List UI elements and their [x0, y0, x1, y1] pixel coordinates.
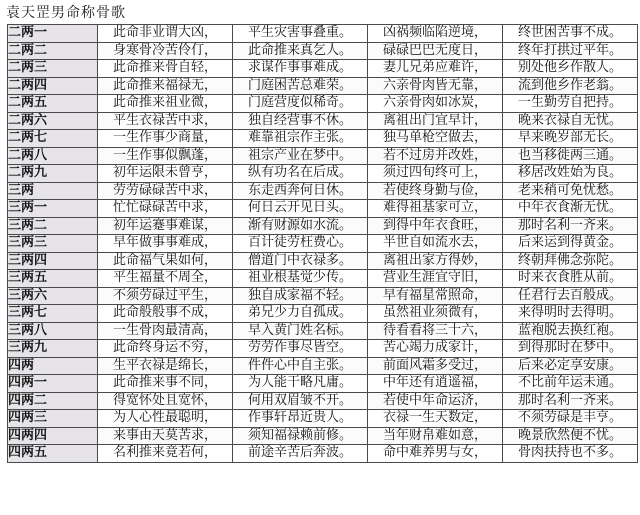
bone-weight-label: 二两五 — [8, 95, 98, 113]
table-row — [8, 357, 638, 375]
table-row — [8, 392, 638, 410]
verse-line: 终朝拜佛念弥陀。 — [503, 252, 638, 270]
verse-line: 别处他乡作散人。 — [503, 60, 638, 78]
bone-weight-label: 二两二 — [8, 42, 98, 60]
verse-line: 门庭困苦总难荣。 — [233, 77, 368, 95]
verse-line: 一生勤劳自把持。 — [503, 95, 638, 113]
verse-line: 妻儿兄弟应难许， — [368, 60, 503, 78]
bone-weight-label: 四两五 — [8, 445, 98, 463]
verse-line: 忙忙碌碌苦中求， — [98, 200, 233, 218]
verse-line: 一生作事似飘蓬， — [98, 147, 233, 165]
verse-line: 一生作事少商量， — [98, 130, 233, 148]
verse-line: 衣禄一生天数定， — [368, 410, 503, 428]
bone-weight-label: 二两四 — [8, 77, 98, 95]
table-row — [8, 445, 638, 463]
table-row — [8, 95, 638, 113]
verse-line: 身寒骨冷苦伶仃， — [98, 42, 233, 60]
table-row — [8, 77, 638, 95]
verse-line: 初年运蹇事难谋， — [98, 217, 233, 235]
verse-line: 名利推来竟若何， — [98, 445, 233, 463]
bone-weight-label: 三两 — [8, 182, 98, 200]
table-row — [8, 410, 638, 428]
verse-line: 晚来衣禄自无忧。 — [503, 112, 638, 130]
verse-line: 何用双眉皱不开。 — [233, 392, 368, 410]
table-row — [8, 182, 638, 200]
verse-line: 那时名利一齐来。 — [503, 392, 638, 410]
verse-line: 若不过房并改姓， — [368, 147, 503, 165]
table-row — [8, 287, 638, 305]
verse-line: 来事由天莫苦求， — [98, 427, 233, 445]
bone-weight-label: 二两八 — [8, 147, 98, 165]
verse-line: 晚景欣然便不忧。 — [503, 427, 638, 445]
verse-line: 骨肉扶持也不多。 — [503, 445, 638, 463]
bone-weight-label: 三两三 — [8, 235, 98, 253]
table-row — [8, 60, 638, 78]
verse-line: 命中难养男与女， — [368, 445, 503, 463]
verse-line: 后来必定享安康。 — [503, 357, 638, 375]
verse-line: 何日云开见日头。 — [233, 200, 368, 218]
verse-line: 终年打拱过平年。 — [503, 42, 638, 60]
verse-line: 离祖出门宜早计， — [368, 112, 503, 130]
verse-line: 劳劳碌碌苦中求， — [98, 182, 233, 200]
verse-line: 此命推来福禄无， — [98, 77, 233, 95]
verse-line: 不须劳碌过平生， — [98, 287, 233, 305]
verse-line: 那时名利一齐来。 — [503, 217, 638, 235]
verse-line: 此命非业谓大凶， — [98, 25, 233, 43]
verse-line: 得宽怀处且宽怀， — [98, 392, 233, 410]
bone-weight-label: 三两六 — [8, 287, 98, 305]
fortune-table — [7, 24, 638, 463]
verse-line: 前途辛苦后奔波。 — [233, 445, 368, 463]
bone-weight-label: 二两一 — [8, 25, 98, 43]
verse-line: 作事轩昂近贵人。 — [233, 410, 368, 428]
verse-line: 难得祖基家可立， — [368, 200, 503, 218]
verse-line: 须知福禄赖前修。 — [233, 427, 368, 445]
verse-line: 祖业根基觉少传。 — [233, 270, 368, 288]
verse-line: 后来运到得黄金。 — [503, 235, 638, 253]
verse-line: 平生衣禄苦中求， — [98, 112, 233, 130]
verse-line: 来得明时去得明。 — [503, 305, 638, 323]
verse-line: 六亲骨肉如冰炭， — [368, 95, 503, 113]
table-row — [8, 25, 638, 43]
verse-line: 独自成家福不轻。 — [233, 287, 368, 305]
verse-line: 凶祸频临陷逆境， — [368, 25, 503, 43]
verse-line: 蓝袍脱去换红袍。 — [503, 322, 638, 340]
verse-line: 此命推来骨自轻， — [98, 60, 233, 78]
verse-line: 到得中年衣食旺， — [368, 217, 503, 235]
verse-line: 半世自如流水去， — [368, 235, 503, 253]
verse-line: 劳劳作事尽皆空。 — [233, 340, 368, 358]
table-row — [8, 200, 638, 218]
verse-line: 一生骨肉最清高， — [98, 322, 233, 340]
verse-line: 此命终身运不穷， — [98, 340, 233, 358]
verse-line: 须过四旬终可上， — [368, 165, 503, 183]
verse-line: 弟兄少力自孤成。 — [233, 305, 368, 323]
verse-line: 流到他乡作老翁。 — [503, 77, 638, 95]
verse-line: 求谋作事事难成。 — [233, 60, 368, 78]
verse-line: 此命推来祖业微， — [98, 95, 233, 113]
table-row — [8, 42, 638, 60]
bone-weight-label: 四两三 — [8, 410, 98, 428]
table-row — [8, 305, 638, 323]
page-title: 袁天罡男命称骨歌 — [6, 5, 126, 21]
verse-line: 离祖出家方得妙， — [368, 252, 503, 270]
verse-line: 任君行去百般成。 — [503, 287, 638, 305]
verse-line: 当年财帛难如意， — [368, 427, 503, 445]
verse-line: 此命福气果如何， — [98, 252, 233, 270]
table-row — [8, 112, 638, 130]
verse-line: 早有福星常照命， — [368, 287, 503, 305]
verse-line: 独自经营事不休。 — [233, 112, 368, 130]
verse-line: 中年还有逍遥福， — [368, 375, 503, 393]
bone-weight-label: 四两四 — [8, 427, 98, 445]
verse-line: 门庭营度似稀奇。 — [233, 95, 368, 113]
verse-line: 东走西奔何日休。 — [233, 182, 368, 200]
verse-line: 为人心性最聪明， — [98, 410, 233, 428]
table-row — [8, 235, 638, 253]
verse-line: 也当移徙两三通。 — [503, 147, 638, 165]
bone-weight-label: 四两 — [8, 357, 98, 375]
verse-line: 纵有功名在后成。 — [233, 165, 368, 183]
table-row — [8, 217, 638, 235]
table-row — [8, 427, 638, 445]
verse-line: 祖宗产业在梦中。 — [233, 147, 368, 165]
bone-weight-label: 二两三 — [8, 60, 98, 78]
verse-line: 僧道门中衣禄多。 — [233, 252, 368, 270]
fortune-table-body — [8, 25, 638, 463]
table-row — [8, 340, 638, 358]
verse-line: 若使终身勤与俭， — [368, 182, 503, 200]
table-row — [8, 375, 638, 393]
bone-weight-label: 三两四 — [8, 252, 98, 270]
bone-weight-label: 三两八 — [8, 322, 98, 340]
verse-line: 不须劳碌是丰亨。 — [503, 410, 638, 428]
verse-line: 到得那时在梦中。 — [503, 340, 638, 358]
verse-line: 此命推来真乞人。 — [233, 42, 368, 60]
table-row — [8, 322, 638, 340]
verse-line: 早来晚岁部无长。 — [503, 130, 638, 148]
bone-weight-label: 二两九 — [8, 165, 98, 183]
verse-line: 中年衣食渐无忧。 — [503, 200, 638, 218]
verse-line: 老来稍可免忧愁。 — [503, 182, 638, 200]
bone-weight-label: 三两九 — [8, 340, 98, 358]
verse-line: 时来衣食胜从前。 — [503, 270, 638, 288]
verse-line: 早入黄门姓名标。 — [233, 322, 368, 340]
verse-line: 虽然祖业须微有， — [368, 305, 503, 323]
table-row — [8, 130, 638, 148]
verse-line: 此命推来事不同， — [98, 375, 233, 393]
verse-line: 待看看将三十六， — [368, 322, 503, 340]
bone-weight-label: 三两七 — [8, 305, 98, 323]
table-row — [8, 147, 638, 165]
verse-line: 为人能干略凡庸。 — [233, 375, 368, 393]
bone-weight-label: 三两五 — [8, 270, 98, 288]
verse-line: 移居改姓始为良。 — [503, 165, 638, 183]
table-row — [8, 165, 638, 183]
verse-line: 百计徒劳枉费心。 — [233, 235, 368, 253]
verse-line: 独马单枪空做去， — [368, 130, 503, 148]
verse-line: 渐有财源如水流。 — [233, 217, 368, 235]
verse-line: 早年做事事难成， — [98, 235, 233, 253]
verse-line: 营业生涯宜守旧， — [368, 270, 503, 288]
verse-line: 终世困苦事不成。 — [503, 25, 638, 43]
verse-line: 难靠祖宗作主张。 — [233, 130, 368, 148]
verse-line: 平生福量不周全， — [98, 270, 233, 288]
verse-line: 生平衣禄是绵长， — [98, 357, 233, 375]
bone-weight-label: 二两六 — [8, 112, 98, 130]
bone-weight-label: 三两二 — [8, 217, 98, 235]
verse-line: 苦心竭力成家计， — [368, 340, 503, 358]
bone-weight-label: 二两七 — [8, 130, 98, 148]
verse-line: 此命般般事不成， — [98, 305, 233, 323]
verse-line: 件件心中自主张。 — [233, 357, 368, 375]
verse-line: 前面风霜多受过， — [368, 357, 503, 375]
bone-weight-label: 四两二 — [8, 392, 98, 410]
table-row — [8, 270, 638, 288]
bone-weight-label: 四两一 — [8, 375, 98, 393]
verse-line: 若使中年命运济， — [368, 392, 503, 410]
verse-line: 碌碌巴巴无度日， — [368, 42, 503, 60]
verse-line: 初年运限未曾亨， — [98, 165, 233, 183]
table-row — [8, 252, 638, 270]
verse-line: 平生灾害事叠重。 — [233, 25, 368, 43]
verse-line: 六亲骨肉皆无靠， — [368, 77, 503, 95]
verse-line: 不比前年运未通。 — [503, 375, 638, 393]
bone-weight-label: 三两一 — [8, 200, 98, 218]
